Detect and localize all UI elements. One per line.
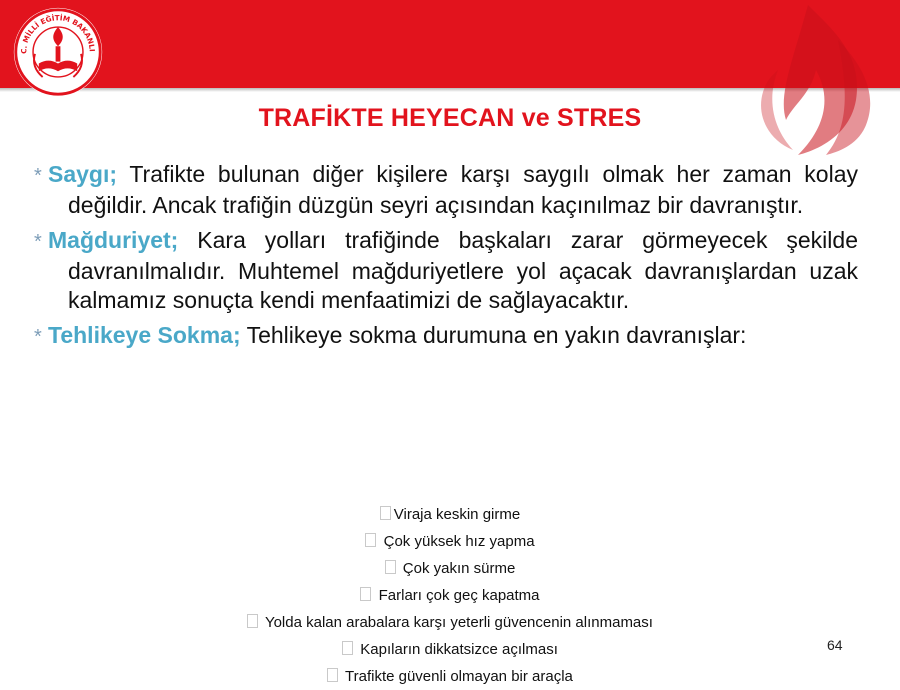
- checkbox-glyph-icon: [342, 641, 353, 655]
- logo-text: C. MİLLİ EĞİTİM BAKANLI: [19, 13, 97, 54]
- sub-list-item: [0, 555, 900, 582]
- bullet-term: Mağduriyet;: [48, 227, 179, 253]
- sub-list-item: [0, 663, 900, 690]
- sub-list-item: [0, 501, 900, 528]
- sub-list-item-text: Çok yakın sürme: [398, 560, 516, 577]
- bullet-term: Saygı;: [48, 161, 118, 187]
- checkbox-glyph-icon: [360, 587, 371, 601]
- ministry-logo: [10, 4, 106, 100]
- sub-list-item-text: Çok yüksek hız yapma: [379, 533, 535, 550]
- sub-list-item: [0, 636, 900, 663]
- sub-list-item-text: Kapıların dikkatsizce açılması: [356, 641, 558, 658]
- bullet-text: Trafikte bulunan diğer kişilere karşı saygılı olmak her zaman kolay değildir. Ancak trafiğin düzgün seyri açısından kaçınılmaz bir davranıştır.: [68, 161, 858, 218]
- bullet-text: Kara yolları trafiğinde başkaları zarar görmeyecek şekilde davranılmalıdır. Muhtemel mağduriyetlere yol açacak davranışlardan uzak kalmamız sonuçta kendi menfaatimizi de sağlayacaktır.: [68, 227, 858, 313]
- sub-list-item-text: Viraja keskin girme: [393, 506, 521, 523]
- checkbox-glyph-icon: [365, 533, 376, 547]
- slide-title: TRAFİKTE HEYECAN ve STRES: [258, 104, 642, 132]
- flame-icon: [738, 0, 888, 160]
- sub-list-item-text: Yolda kalan arabalara karşı yeterli güvencenin alınmaması: [261, 614, 653, 631]
- bullet-term: Tehlikeye Sokma;: [48, 322, 241, 348]
- sub-list-item: [0, 582, 900, 609]
- page-number: 64: [827, 637, 843, 653]
- checkbox-glyph-icon: [385, 560, 396, 574]
- bullet-saygi: [34, 160, 858, 220]
- bullet-tehlikeye-sokma: [34, 321, 858, 352]
- sub-list-item-text: Trafikte güvenli olmayan bir araçla: [341, 668, 573, 685]
- checkbox-glyph-icon: [327, 668, 338, 682]
- bullet-marker: *: [34, 165, 42, 187]
- bullet-text: Tehlikeye sokma durumuna en yakın davranışlar:: [240, 322, 747, 348]
- bullet-marker: *: [34, 231, 42, 253]
- bullet-list: [34, 160, 858, 358]
- checkbox-glyph-icon: [247, 614, 258, 628]
- bullet-magduriyet: [34, 226, 858, 315]
- checkbox-glyph-icon: [380, 506, 391, 520]
- sub-list-item: [0, 609, 900, 636]
- sub-list-item: [0, 528, 900, 555]
- bullet-marker: *: [34, 326, 42, 348]
- sub-list-item-text: Farları çok geç kapatma: [374, 587, 540, 604]
- sub-list: [0, 501, 900, 690]
